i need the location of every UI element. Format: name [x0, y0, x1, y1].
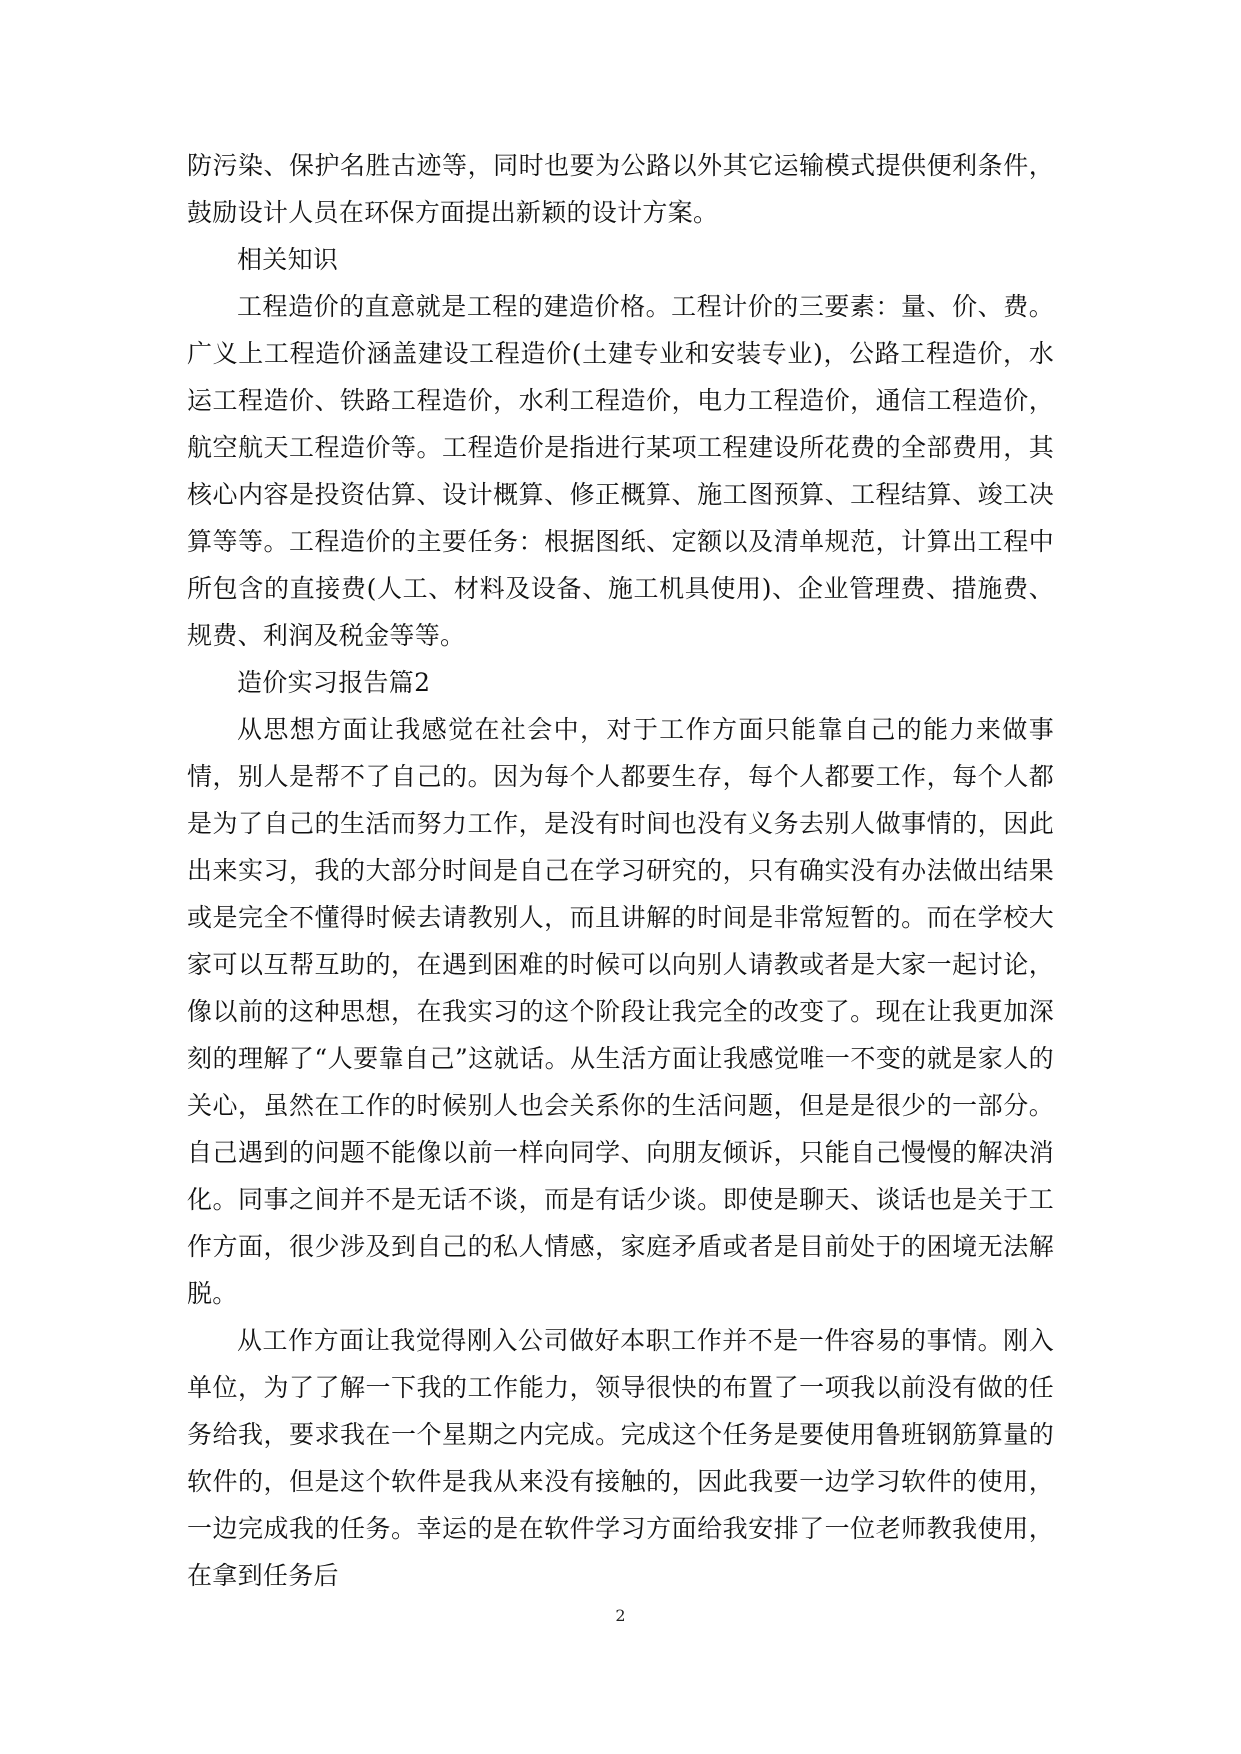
paragraph-cost-definition: 工程造价的直意就是工程的建造价格。工程计价的三要素：量、价、费。广义上工程造价涵盖建设工程造价(土建专业和安装专业)，公路工程造价，水运工程造价、铁路工程造价，水利工程造价，电力工程造价，通信工程造价，航空航天工程造价等。工程造价是指进行某项工程建设所花费的全部费用，其核心内容是投资估算、设计概算、修正概算、施工图预算、工程结算、竣工决算等等。工程造价的主要任务：根据图纸、定额以及清单规范，计算出工程中所包含的直接费(人工、材料及设备、施工机具使用)、企业管理费、措施费、规费、利润及税金等等。	[187, 292, 1054, 650]
heading-related-knowledge: 相关知识	[237, 245, 339, 274]
paragraph-work: 从工作方面让我觉得刚入公司做好本职工作并不是一件容易的事情。刚入单位，为了了解一下我的工作能力，领导很快的布置了一项我以前没有做的任务给我，要求我在一个星期之内完成。完成这个任务是要使用鲁班钢筋算量的软件的，但是这个软件是我从来没有接触的，因此我要一边学习软件的使用，一边完成我的任务。幸运的是在软件学习方面给我安排了一位老师教我使用，在拿到任务后	[187, 1326, 1054, 1590]
paragraph-environment: 防污染、保护名胜古迹等，同时也要为公路以外其它运输模式提供便利条件，鼓励设计人员在环保方面提出新颖的设计方案。	[187, 151, 1054, 227]
heading-report-2: 造价实习报告篇2	[237, 668, 431, 697]
body-text	[187, 142, 1054, 1599]
paragraph-thoughts: 从思想方面让我感觉在社会中，对于工作方面只能靠自己的能力来做事情，别人是帮不了自己的。因为每个人都要生存，每个人都要工作，每个人都是为了自己的生活而努力工作，是没有时间也没有义务去别人做事情的，因此出来实习，我的大部分时间是自己在学习研究的，只有确实没有办法做出结果或是完全不懂得时候去请教别人，而且讲解的时间是非常短暂的。而在学校大家可以互帮互助的，在遇到困难的时候可以向别人请教或者是大家一起讨论，像以前的这种思想，在我实习的这个阶段让我完全的改变了。现在让我更加深刻的理解了“人要靠自己”这就话。从生活方面让我感觉唯一不变的就是家人的关心，虽然在工作的时候别人也会关系你的生活问题，但是是很少的一部分。自己遇到的问题不能像以前一样向同学、向朋友倾诉，只能自己慢慢的解决消化。同事之间并不是无话不谈，而是有话少谈。即使是聊天、谈话也是关于工作方面，很少涉及到自己的私人情感，家庭矛盾或者是目前处于的困境无法解脱。	[187, 715, 1054, 1308]
page-number: 2	[615, 1606, 626, 1625]
